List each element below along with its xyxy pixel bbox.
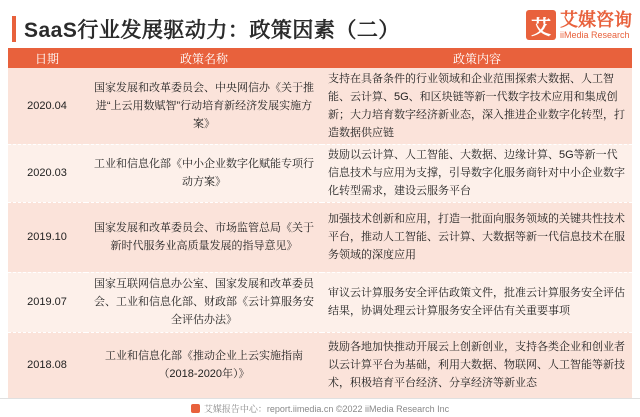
cell-policy-name: 工业和信息化部《推动企业上云实施指南（2018-2020年）》 — [86, 332, 322, 398]
cell-date: 2020.04 — [8, 68, 86, 144]
cell-policy-name: 国家互联网信息办公室、国家发展和改革委员会、工业和信息化部、财政部《云计算服务安全评估办法》 — [86, 272, 322, 332]
table-row — [8, 272, 632, 332]
report-center-icon — [191, 404, 200, 413]
policy-table — [8, 48, 632, 399]
cell-policy-content: 鼓励各地加快推动开展云上创新创业，支持各类企业和创业者以云计算平台为基础，利用大数据、物联网、人工智能等新技术，积极培育平台经济、分享经济等新业态 — [322, 332, 632, 398]
table-row — [8, 332, 632, 398]
cell-policy-name: 工业和信息化部《中小企业数字化赋能专项行动方案》 — [86, 144, 322, 202]
logo-mark-icon: 艾 — [526, 10, 556, 40]
cell-policy-content: 审议云计算服务安全评估政策文件，批准云计算服务安全评估结果，协调处理云计算服务安全评估有关重要事项 — [322, 272, 632, 332]
table-header-row — [8, 48, 632, 68]
footer — [0, 398, 640, 417]
cell-policy-name: 国家发展和改革委员会、市场监管总局《关于新时代服务业高质量发展的指导意见》 — [86, 202, 322, 272]
brand-logo — [526, 10, 632, 40]
cell-policy-content: 加强技术创新和应用，打造一批面向服务领域的关键共性技术平台，推动人工智能、云计算、大数据等新一代信息技术在服务领域的深度应用 — [322, 202, 632, 272]
column-header-policy-name: 政策名称 — [86, 48, 322, 68]
logo-english-name: iiMedia Research — [560, 29, 630, 40]
cell-policy-content: 鼓励以云计算、人工智能、大数据、边缘计算、5G等新一代信息技术与应用为支撑，引导数字化服务商针对中小企业数字化转型需求，建设云服务平台 — [322, 144, 632, 202]
cell-policy-content: 支持在具备条件的行业领域和企业范围探索大数据、人工智能、云计算、5G、和区块链等新一代数字技术应用和集成创新；大力培育数字经济新业态，深入推进企业数字化转型，打造数据供应链 — [322, 68, 632, 144]
cell-policy-name: 国家发展和改革委员会、中央网信办《关于推进“上云用数赋智”行动培育新经济发展实施方案》 — [86, 68, 322, 144]
column-header-date: 日期 — [8, 48, 86, 68]
page-title: SaaS行业发展驱动力：政策因素（二） — [24, 19, 400, 42]
table-row — [8, 202, 632, 272]
footer-text: 艾媒报告中心：report.iimedia.cn ©2022 iiMedia Research Inc — [203, 403, 450, 414]
cell-date: 2019.07 — [8, 272, 86, 332]
cell-date: 2020.03 — [8, 144, 86, 202]
logo-text — [560, 11, 632, 40]
title-accent-bar — [12, 16, 16, 42]
cell-date: 2018.08 — [8, 332, 86, 398]
column-header-policy-content: 政策内容 — [322, 48, 632, 68]
table-row — [8, 144, 632, 202]
logo-chinese-name: 艾媒咨询 — [560, 9, 632, 30]
cell-date: 2019.10 — [8, 202, 86, 272]
table-row — [8, 68, 632, 144]
